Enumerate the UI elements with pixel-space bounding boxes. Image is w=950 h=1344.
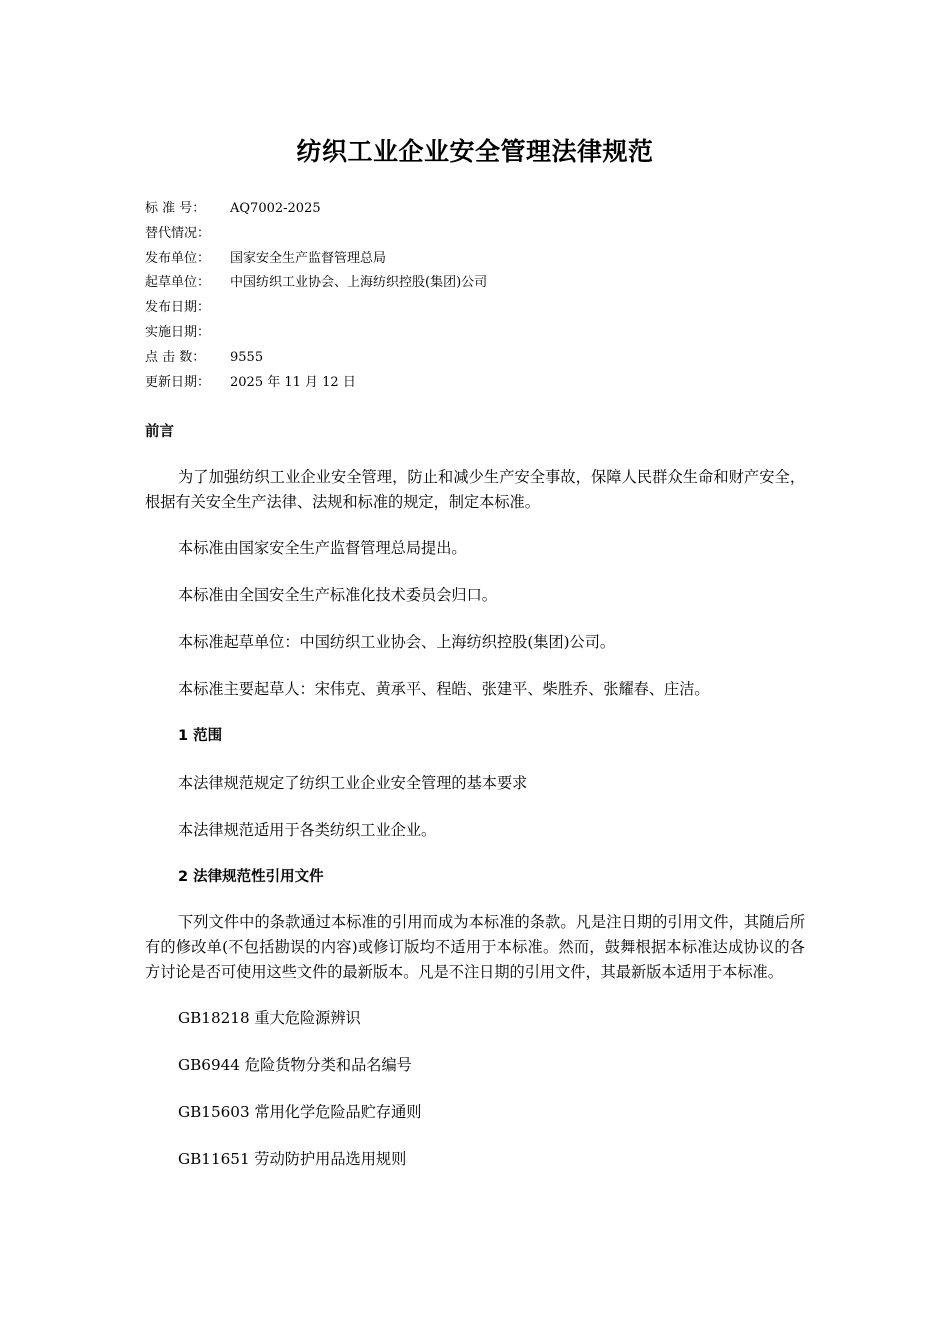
meta-value [230, 222, 805, 247]
reference-item: GB11651 劳动防护用品选用规则 [178, 1150, 407, 1168]
meta-row-update-date [145, 371, 805, 396]
meta-label: 起草单位： [145, 275, 211, 291]
reference-item: GB6944 危险货物分类和品名编号 [178, 1056, 412, 1074]
document-body [145, 418, 805, 1192]
document-title: 纺织工业企业安全管理法律规范 [296, 137, 654, 166]
meta-value [230, 321, 805, 346]
preface-paragraph: 本标准由国家安全生产监督管理总局提出。 [178, 539, 467, 557]
meta-value [230, 296, 805, 321]
meta-label: 标 准 号： [145, 201, 206, 216]
preface-paragraph: 本标准起草单位：中国纺织工业协会、上海纺织控股(集团)公司。 [178, 633, 616, 651]
section-1-paragraph: 本法律规范规定了纺织工业企业安全管理的基本要求 [178, 774, 528, 792]
preface-paragraph: 为了加强纺织工业企业安全管理，防止和减少生产安全事故，保障人民群众生命和财产安全，根据有关安全生产法律、法规和标准的规定，制定本标准。 [145, 468, 805, 511]
meta-row-effective-date [145, 321, 805, 346]
meta-value: 9555 [230, 349, 264, 365]
reference-item: GB18218 重大危险源辨识 [178, 1009, 361, 1027]
meta-value: 国家安全生产监督管理总局 [230, 250, 387, 266]
meta-row-replacement [145, 222, 805, 247]
meta-label: 点 击 数： [145, 349, 206, 365]
meta-label: 实施日期： [145, 324, 211, 340]
preface-paragraph: 本标准由全国安全生产标准化技术委员会归口。 [178, 586, 497, 604]
standard-info [145, 197, 805, 395]
meta-row-publisher [145, 247, 805, 272]
meta-label: 替代情况： [145, 225, 211, 241]
meta-label: 发布日期： [145, 300, 211, 316]
meta-value: 2025 年 11 月 12 日 [230, 374, 356, 390]
meta-row-click-count [145, 346, 805, 371]
reference-item: GB15603 常用化学危险品贮存通则 [178, 1103, 422, 1121]
meta-value: AQ7002-2025 [230, 201, 321, 216]
preface-paragraph: 本标准主要起草人：宋伟克、黄承平、程皓、张建平、柴胜乔、张耀春、庄洁。 [178, 680, 710, 698]
meta-row-drafter [145, 271, 805, 296]
section-2-heading: 2 法律规范性引用文件 [178, 869, 324, 885]
meta-value: 中国纺织工业协会、上海纺织控股(集团)公司 [230, 275, 488, 291]
meta-row-publish-date [145, 296, 805, 321]
section-2-paragraph: 下列文件中的条款通过本标准的引用而成为本标准的条款。凡是注日期的引用文件，其随后所有的修改单(不包括勘误的内容)或修订版均不适用于本标准。然而，鼓舞根据本标准达成协议的各方讨论是否可使用这些文件的最新版本。凡是不注日期的引用文件，其最新版本适用于本标准。 [145, 913, 805, 981]
meta-row-standard-number [145, 197, 805, 222]
meta-label: 更新日期： [145, 374, 211, 390]
meta-label: 发布单位： [145, 250, 211, 266]
preface-heading: 前言 [145, 424, 174, 440]
section-1-paragraph: 本法律规范适用于各类纺织工业企业。 [178, 821, 437, 839]
section-1-heading: 1 范围 [178, 728, 223, 744]
